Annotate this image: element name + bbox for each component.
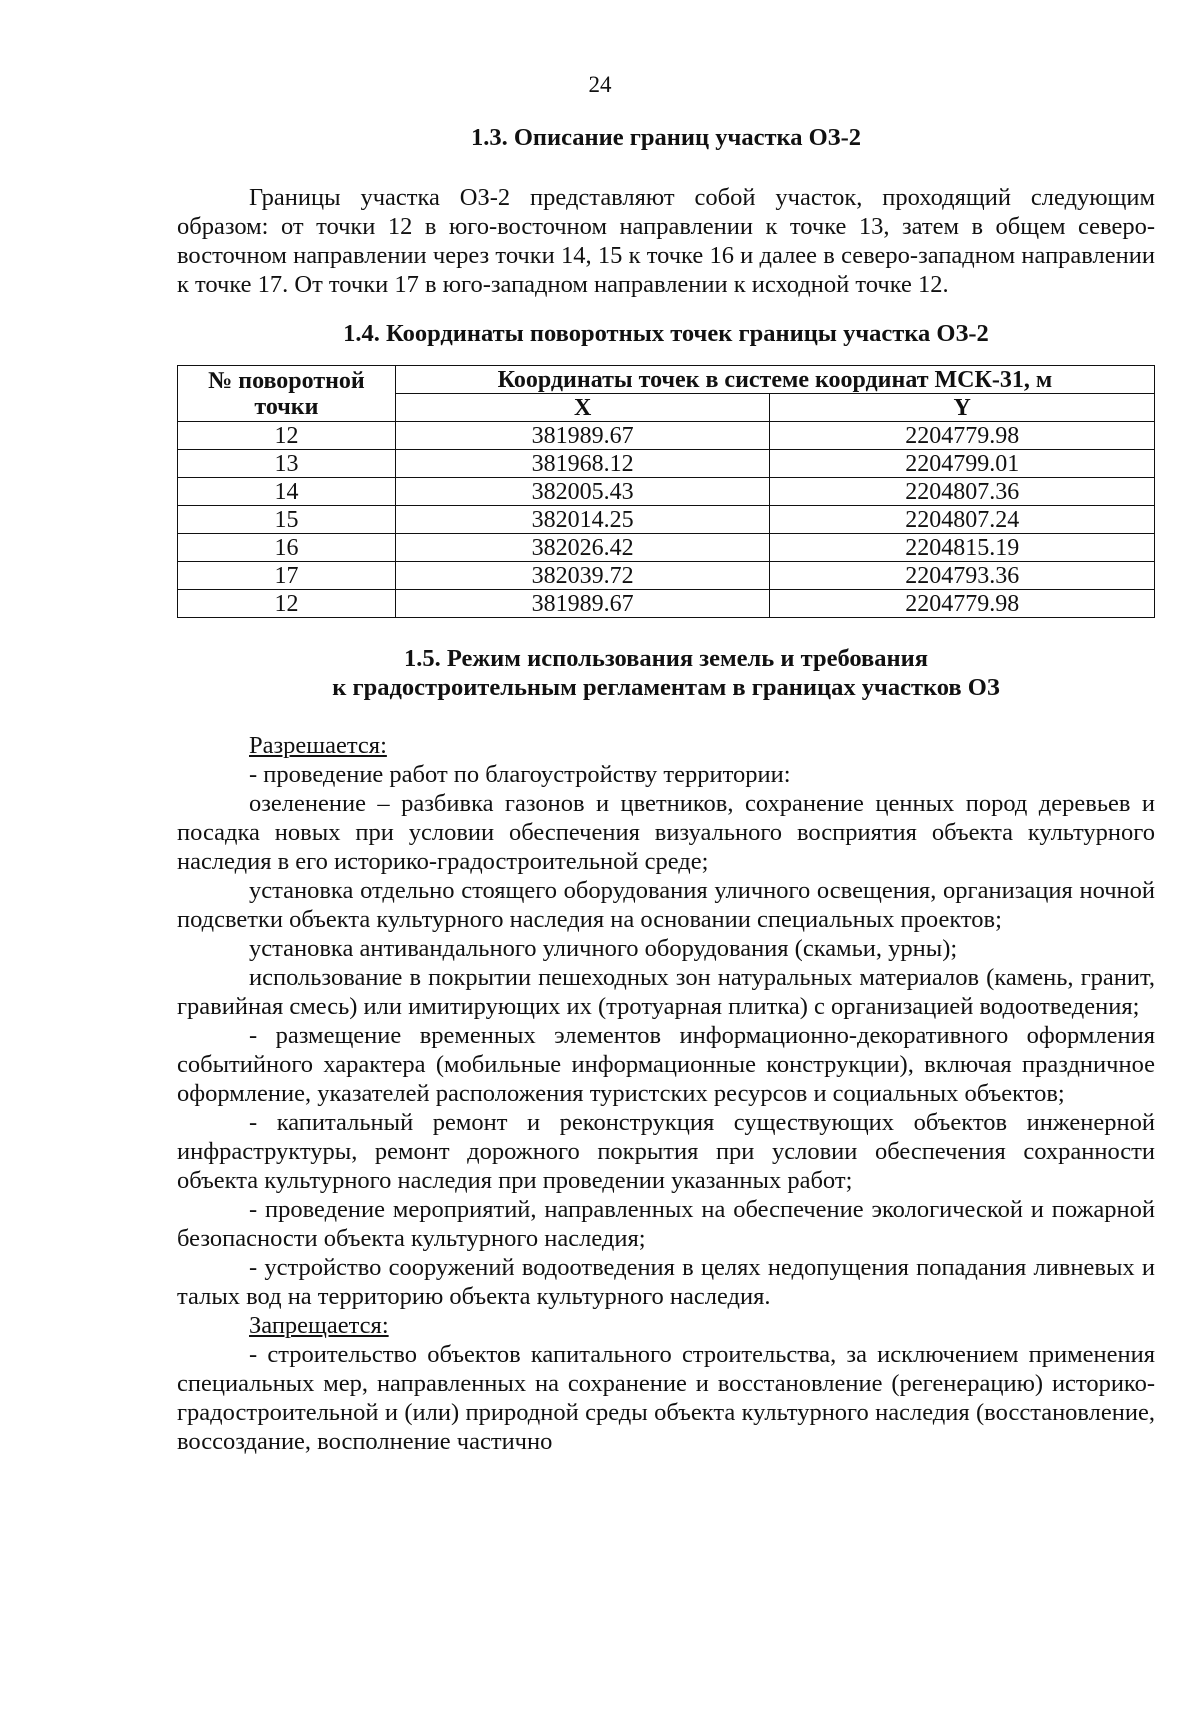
page-number: 24: [588, 72, 612, 97]
cell-point: 15: [178, 506, 396, 534]
cell-x: 381989.67: [395, 422, 770, 450]
allowed-item: установка отдельно стоящего оборудования уличного освещения, организация ночной подсветки объекта культурного наследия на основании специальных проектов;: [177, 877, 1155, 933]
header-point-number: № поворотной точки: [178, 366, 396, 422]
table-row: [178, 450, 1155, 478]
table-row: [178, 534, 1155, 562]
allowed-item: - проведение мероприятий, направленных на обеспечение экологической и пожарной безопасности объекта культурного наследия;: [177, 1196, 1155, 1252]
forbidden-section: [177, 1311, 1155, 1456]
cell-point: 13: [178, 450, 396, 478]
cell-y: 2204799.01: [770, 450, 1155, 478]
section-1-5-title-line2: к градостроительным регламентам в границах участков ОЗ: [332, 674, 1000, 701]
allowed-item: - устройство сооружений водоотведения в целях недопущения попадания ливневых и талых вод на территорию объекта культурного наследия.: [177, 1254, 1155, 1310]
allowed-item: использование в покрытии пешеходных зон натуральных материалов (камень, гранит, гравийная смесь) или имитирующих их (тротуарная плитка) с организацией водоотведения;: [177, 964, 1155, 1020]
cell-x: 382014.25: [395, 506, 770, 534]
cell-point: 17: [178, 562, 396, 590]
cell-x: 382026.42: [395, 534, 770, 562]
cell-point: 16: [178, 534, 396, 562]
section-1-3-text: Границы участка ОЗ-2 представляют собой участок, проходящий следующим образом: от точки 12 в юго-восточном направлении к точке 13, затем в общем северо-восточном направлении через точки 14, 15 к точке 16 и далее в северо-западном направлении к точке 17. От точки 17 в юго-западном направлении к исходной точке 12.: [177, 184, 1155, 298]
header-x: X: [395, 394, 770, 422]
header-coordinates: Координаты точек в системе координат МСК-31, м: [395, 366, 1154, 394]
cell-point: 14: [178, 478, 396, 506]
cell-x: 382039.72: [395, 562, 770, 590]
cell-y: 2204793.36: [770, 562, 1155, 590]
document-body: [177, 112, 1155, 1456]
coordinates-table: [177, 365, 1155, 618]
table-row: [178, 562, 1155, 590]
section-1-5-title-line1: 1.5. Режим использования земель и требования: [404, 645, 928, 672]
allowed-item: озеленение – разбивка газонов и цветников, сохранение ценных пород деревьев и посадка новых при условии обеспечения визуального восприятия объекта культурного наследия в его историко-градостроительной среде;: [177, 790, 1155, 875]
allowed-item: установка антивандального уличного оборудования (скамьи, урны);: [249, 935, 958, 962]
header-y: Y: [770, 394, 1155, 422]
allowed-heading: Разрешается:: [249, 732, 387, 759]
cell-x: 381968.12: [395, 450, 770, 478]
allowed-section: [177, 731, 1155, 1311]
forbidden-heading: Запрещается:: [249, 1312, 389, 1339]
table-row: [178, 478, 1155, 506]
allowed-item: - размещение временных элементов информационно-декоративного оформления событийного характера (мобильные информационные конструкции), включая праздничное оформление, указателей расположения туристских ресурсов и социальных объектов;: [177, 1022, 1155, 1107]
cell-y: 2204779.98: [770, 590, 1155, 618]
cell-y: 2204807.24: [770, 506, 1155, 534]
cell-y: 2204815.19: [770, 534, 1155, 562]
table-row: [178, 506, 1155, 534]
cell-point: 12: [178, 590, 396, 618]
table-row: [178, 590, 1155, 618]
cell-x: 381989.67: [395, 590, 770, 618]
forbidden-item: - строительство объектов капитального строительства, за исключением применения специальных мер, направленных на сохранение и восстановление (регенерацию) историко-градостроительной и (или) природной среды объекта культурного наследия (восстановление, воссоздание, восполнение частично: [177, 1341, 1155, 1455]
cell-point: 12: [178, 422, 396, 450]
section-1-4-title: 1.4. Координаты поворотных точек границы участка ОЗ-2: [343, 320, 989, 347]
allowed-item: - проведение работ по благоустройству территории:: [249, 761, 791, 788]
cell-y: 2204807.36: [770, 478, 1155, 506]
cell-x: 382005.43: [395, 478, 770, 506]
allowed-item: - капитальный ремонт и реконструкция существующих объектов инженерной инфраструктуры, ремонт дорожного покрытия при условии обеспечения сохранности объекта культурного наследия при проведении указанных работ;: [177, 1109, 1155, 1194]
cell-y: 2204779.98: [770, 422, 1155, 450]
table-row: [178, 422, 1155, 450]
section-1-3-title: 1.3. Описание границ участка ОЗ-2: [470, 124, 862, 151]
